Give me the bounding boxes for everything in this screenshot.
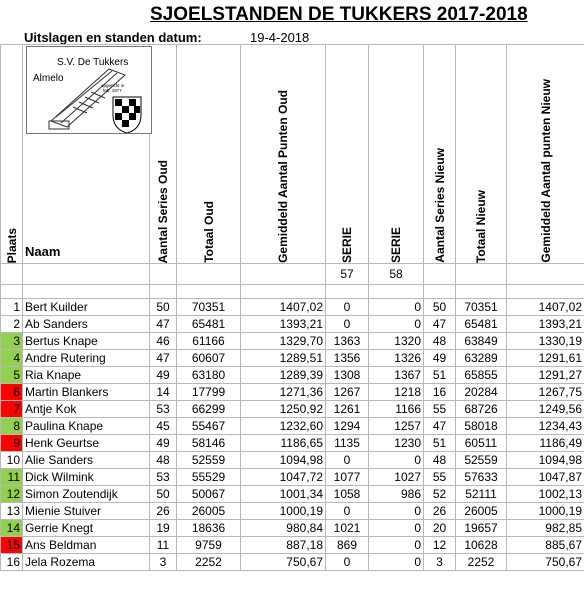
cell-naam: Henk Geurtse [23, 435, 150, 452]
cell-aantal-series-nieuw: 26 [424, 503, 456, 520]
almelo-shield-icon [113, 97, 141, 133]
cell-plaats: 15 [1, 537, 23, 554]
cell-gemiddeld-nieuw: 1047,87 [507, 469, 584, 486]
header-serie-1: SERIE [326, 45, 369, 264]
logo-founded-2: feb. 1977 [103, 88, 122, 93]
cell-aantal-series-nieuw: 55 [424, 469, 456, 486]
cell-naam: Simon Zoutendijk [23, 486, 150, 503]
cell-gemiddeld-nieuw: 885,67 [507, 537, 584, 554]
cell-plaats: 7 [1, 401, 23, 418]
cell-totaal-oud: 52559 [177, 452, 241, 469]
cell-aantal-series-nieuw: 48 [424, 452, 456, 469]
logo-founded-1: opgericht in [101, 83, 125, 88]
cell-serie-1: 0 [326, 299, 369, 316]
cell-gemiddeld-oud: 887,18 [241, 537, 326, 554]
table-row [1, 554, 584, 571]
cell-gemiddeld-nieuw: 1291,61 [507, 350, 584, 367]
cell-totaal-nieuw: 65481 [456, 316, 507, 333]
cell-serie-2: 0 [369, 503, 424, 520]
cell-aantal-series-oud: 50 [150, 486, 177, 503]
cell-plaats: 11 [1, 469, 23, 486]
cell-aantal-series-nieuw: 20 [424, 520, 456, 537]
cell-aantal-series-nieuw: 47 [424, 418, 456, 435]
cell-aantal-series-oud: 48 [150, 452, 177, 469]
header-aantal-series-nieuw: Aantal Series Nieuw [424, 45, 456, 264]
cell-totaal-nieuw: 63289 [456, 350, 507, 367]
cell-serie-2: 1326 [369, 350, 424, 367]
cell-totaal-oud: 60607 [177, 350, 241, 367]
cell-gemiddeld-nieuw: 1407,02 [507, 299, 584, 316]
table-row [1, 537, 584, 554]
cell-serie-1: 0 [326, 554, 369, 571]
cell-totaal-nieuw: 20284 [456, 384, 507, 401]
club-logo [26, 46, 152, 134]
cell-gemiddeld-oud: 1047,72 [241, 469, 326, 486]
table-row [1, 486, 584, 503]
cell-aantal-series-oud: 26 [150, 503, 177, 520]
cell-aantal-series-nieuw: 52 [424, 486, 456, 503]
cell-plaats: 8 [1, 418, 23, 435]
cell-gemiddeld-nieuw: 750,67 [507, 554, 584, 571]
cell-gemiddeld-oud: 980,84 [241, 520, 326, 537]
cell-gemiddeld-oud: 1001,34 [241, 486, 326, 503]
cell-aantal-series-nieuw: 49 [424, 350, 456, 367]
cell-aantal-series-nieuw: 51 [424, 367, 456, 384]
cell-totaal-oud: 9759 [177, 537, 241, 554]
cell-totaal-nieuw: 52111 [456, 486, 507, 503]
cell-serie-1: 1294 [326, 418, 369, 435]
cell-serie-2: 1230 [369, 435, 424, 452]
cell-plaats: 2 [1, 316, 23, 333]
cell-aantal-series-nieuw: 55 [424, 401, 456, 418]
cell-aantal-series-oud: 49 [150, 367, 177, 384]
header-aantal-series-oud: Aantal Series Oud [150, 45, 177, 264]
cell-plaats: 14 [1, 520, 23, 537]
standings-body [1, 299, 584, 571]
cell-naam: Ab Sanders [23, 316, 150, 333]
cell-serie-1: 0 [326, 452, 369, 469]
cell-aantal-series-oud: 3 [150, 554, 177, 571]
cell-aantal-series-nieuw: 12 [424, 537, 456, 554]
cell-gemiddeld-nieuw: 1002,13 [507, 486, 584, 503]
cell-gemiddeld-oud: 1271,36 [241, 384, 326, 401]
cell-naam: Ans Beldman [23, 537, 150, 554]
cell-plaats: 6 [1, 384, 23, 401]
cell-serie-2: 1320 [369, 333, 424, 350]
serie-number-row [1, 264, 584, 285]
cell-aantal-series-oud: 53 [150, 401, 177, 418]
cell-naam: Ria Knape [23, 367, 150, 384]
cell-naam: Mienie Stuiver [23, 503, 150, 520]
table-row [1, 384, 584, 401]
cell-gemiddeld-nieuw: 1094,98 [507, 452, 584, 469]
cell-serie-1: 0 [326, 503, 369, 520]
cell-serie-1: 1363 [326, 333, 369, 350]
cell-serie-1: 1308 [326, 367, 369, 384]
cell-totaal-nieuw: 52559 [456, 452, 507, 469]
header-plaats: Plaats [1, 45, 23, 264]
table-row [1, 316, 584, 333]
cell-plaats: 5 [1, 367, 23, 384]
cell-serie-2: 1166 [369, 401, 424, 418]
cell-totaal-oud: 26005 [177, 503, 241, 520]
cell-totaal-nieuw: 70351 [456, 299, 507, 316]
cell-totaal-oud: 70351 [177, 299, 241, 316]
cell-serie-2: 1027 [369, 469, 424, 486]
cell-naam: Andre Rutering [23, 350, 150, 367]
cell-serie-2: 0 [369, 299, 424, 316]
cell-gemiddeld-nieuw: 1000,19 [507, 503, 584, 520]
table-row [1, 435, 584, 452]
cell-gemiddeld-oud: 1393,21 [241, 316, 326, 333]
cell-aantal-series-oud: 11 [150, 537, 177, 554]
cell-plaats: 3 [1, 333, 23, 350]
cell-serie-1: 869 [326, 537, 369, 554]
cell-aantal-series-nieuw: 47 [424, 316, 456, 333]
page-title: SJOELSTANDEN DE TUKKERS 2017-2018 [150, 4, 528, 25]
cell-aantal-series-nieuw: 50 [424, 299, 456, 316]
cell-totaal-nieuw: 58018 [456, 418, 507, 435]
cell-totaal-nieuw: 65855 [456, 367, 507, 384]
cell-plaats: 10 [1, 452, 23, 469]
cell-gemiddeld-nieuw: 1393,21 [507, 316, 584, 333]
cell-gemiddeld-oud: 1000,19 [241, 503, 326, 520]
cell-naam: Bertus Knape [23, 333, 150, 350]
header-totaal-nieuw: Totaal Nieuw [456, 45, 507, 264]
table-row [1, 520, 584, 537]
header-gemiddeld-oud: Gemiddeld Aantal Punten Oud [241, 45, 326, 264]
cell-gemiddeld-nieuw: 1330,19 [507, 333, 584, 350]
cell-aantal-series-nieuw: 51 [424, 435, 456, 452]
cell-aantal-series-oud: 46 [150, 333, 177, 350]
cell-serie-1: 1135 [326, 435, 369, 452]
cell-totaal-oud: 55529 [177, 469, 241, 486]
cell-aantal-series-oud: 49 [150, 435, 177, 452]
cell-serie-2: 0 [369, 520, 424, 537]
table-row [1, 350, 584, 367]
cell-serie-1: 1261 [326, 401, 369, 418]
cell-naam: Antje Kok [23, 401, 150, 418]
cell-gemiddeld-nieuw: 1249,56 [507, 401, 584, 418]
cell-totaal-oud: 61166 [177, 333, 241, 350]
cell-aantal-series-nieuw: 48 [424, 333, 456, 350]
table-row [1, 418, 584, 435]
cell-totaal-oud: 18636 [177, 520, 241, 537]
cell-naam: Martin Blankers [23, 384, 150, 401]
cell-aantal-series-oud: 45 [150, 418, 177, 435]
cell-totaal-oud: 17799 [177, 384, 241, 401]
cell-plaats: 9 [1, 435, 23, 452]
cell-serie-1: 1021 [326, 520, 369, 537]
cell-gemiddeld-nieuw: 1234,43 [507, 418, 584, 435]
cell-serie-2: 1218 [369, 384, 424, 401]
cell-aantal-series-oud: 47 [150, 316, 177, 333]
cell-gemiddeld-nieuw: 1186,49 [507, 435, 584, 452]
cell-gemiddeld-oud: 1232,60 [241, 418, 326, 435]
logo-club-name: S.V. De Tukkers [57, 57, 129, 68]
cell-totaal-oud: 2252 [177, 554, 241, 571]
cell-totaal-oud: 58146 [177, 435, 241, 452]
cell-gemiddeld-oud: 1186,65 [241, 435, 326, 452]
table-row [1, 333, 584, 350]
cell-naam: Gerrie Knegt [23, 520, 150, 537]
cell-totaal-nieuw: 10628 [456, 537, 507, 554]
table-row [1, 367, 584, 384]
cell-gemiddeld-nieuw: 1267,75 [507, 384, 584, 401]
cell-aantal-series-oud: 19 [150, 520, 177, 537]
header-gemiddeld-nieuw: Gemiddeld Aantal punten Nieuw [507, 45, 584, 264]
cell-gemiddeld-oud: 1250,92 [241, 401, 326, 418]
cell-totaal-oud: 55467 [177, 418, 241, 435]
cell-totaal-nieuw: 26005 [456, 503, 507, 520]
serie-number-1: 57 [326, 264, 369, 285]
cell-serie-2: 0 [369, 316, 424, 333]
cell-gemiddeld-oud: 1094,98 [241, 452, 326, 469]
cell-gemiddeld-oud: 1329,70 [241, 333, 326, 350]
cell-serie-2: 0 [369, 537, 424, 554]
cell-serie-1: 0 [326, 316, 369, 333]
cell-serie-1: 1077 [326, 469, 369, 486]
cell-serie-2: 1367 [369, 367, 424, 384]
cell-serie-2: 1257 [369, 418, 424, 435]
cell-totaal-nieuw: 68726 [456, 401, 507, 418]
cell-aantal-series-oud: 53 [150, 469, 177, 486]
cell-gemiddeld-nieuw: 982,85 [507, 520, 584, 537]
cell-serie-1: 1267 [326, 384, 369, 401]
cell-gemiddeld-oud: 750,67 [241, 554, 326, 571]
cell-gemiddeld-oud: 1289,39 [241, 367, 326, 384]
cell-plaats: 1 [1, 299, 23, 316]
cell-totaal-oud: 63180 [177, 367, 241, 384]
cell-naam: Bert Kuilder [23, 299, 150, 316]
cell-aantal-series-nieuw: 16 [424, 384, 456, 401]
header-naam: Naam [23, 45, 150, 264]
cell-naam: Alie Sanders [23, 452, 150, 469]
cell-plaats: 16 [1, 554, 23, 571]
cell-totaal-nieuw: 63849 [456, 333, 507, 350]
cell-totaal-oud: 66299 [177, 401, 241, 418]
cell-aantal-series-nieuw: 3 [424, 554, 456, 571]
cell-serie-1: 1356 [326, 350, 369, 367]
cell-gemiddeld-nieuw: 1291,27 [507, 367, 584, 384]
cell-totaal-nieuw: 57633 [456, 469, 507, 486]
cell-totaal-oud: 50067 [177, 486, 241, 503]
cell-plaats: 13 [1, 503, 23, 520]
table-row [1, 452, 584, 469]
table-row [1, 503, 584, 520]
table-row [1, 469, 584, 486]
cell-totaal-oud: 65481 [177, 316, 241, 333]
cell-serie-2: 986 [369, 486, 424, 503]
results-date: 19-4-2018 [250, 30, 310, 45]
header-serie-2: SERIE [369, 45, 424, 264]
cell-totaal-nieuw: 19657 [456, 520, 507, 537]
cell-plaats: 12 [1, 486, 23, 503]
cell-aantal-series-oud: 14 [150, 384, 177, 401]
cell-aantal-series-oud: 47 [150, 350, 177, 367]
cell-naam: Paulina Knape [23, 418, 150, 435]
spacer-row [1, 285, 584, 299]
serie-number-2: 58 [369, 264, 424, 285]
table-row [1, 401, 584, 418]
cell-serie-1: 1058 [326, 486, 369, 503]
cell-plaats: 4 [1, 350, 23, 367]
cell-naam: Jela Rozema [23, 554, 150, 571]
header-totaal-oud: Totaal Oud [177, 45, 241, 264]
cell-gemiddeld-oud: 1289,51 [241, 350, 326, 367]
logo-city: Almelo [33, 73, 64, 84]
cell-totaal-nieuw: 60511 [456, 435, 507, 452]
cell-serie-2: 0 [369, 452, 424, 469]
cell-gemiddeld-oud: 1407,02 [241, 299, 326, 316]
cell-naam: Dick Wilmink [23, 469, 150, 486]
cell-aantal-series-oud: 50 [150, 299, 177, 316]
results-date-label: Uitslagen en standen datum: [24, 30, 202, 45]
cell-serie-2: 0 [369, 554, 424, 571]
cell-totaal-nieuw: 2252 [456, 554, 507, 571]
table-row [1, 299, 584, 316]
